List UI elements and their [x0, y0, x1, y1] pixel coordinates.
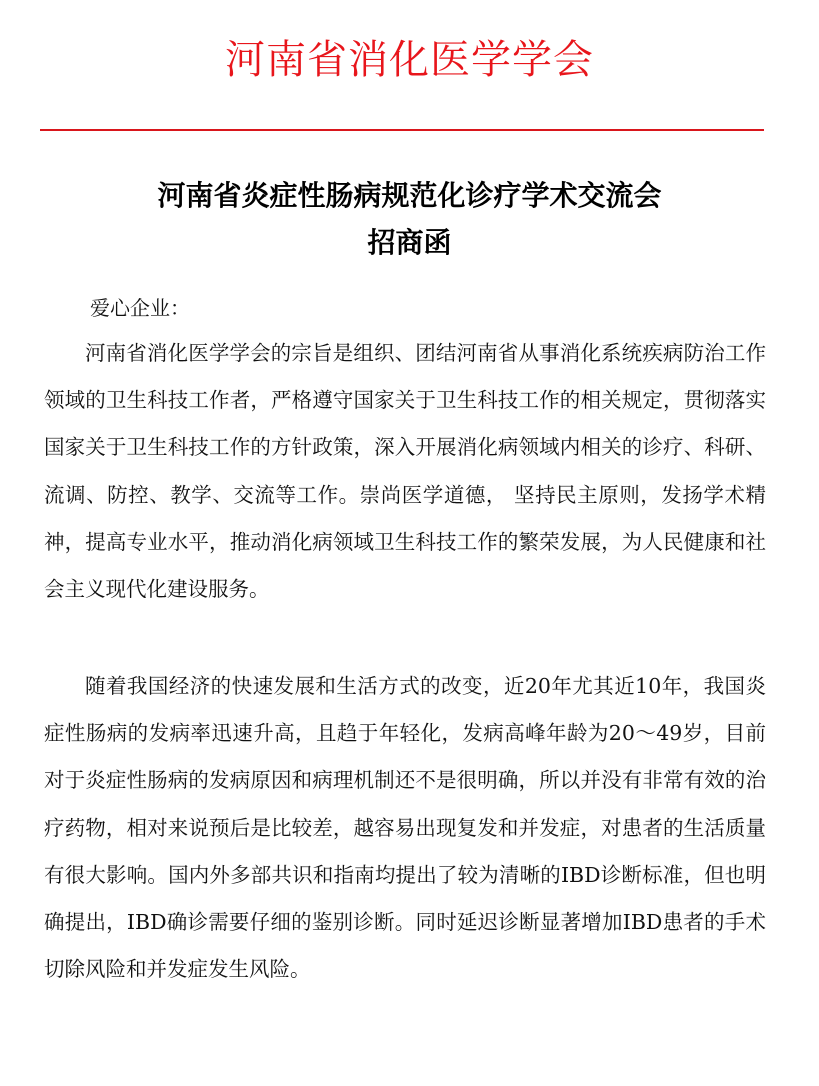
- body-paragraph-mission: 河南省消化医学学会的宗旨是组织、团结河南省从事消化系统疾病防治工作领域的卫生科技工作者，严格遵守国家关于卫生科技工作的相关规定，贯彻落实国家关于卫生科技工作的方针政策，深入开展消化病领域内相关的诊疗、科研、流调、防控、教学、交流等工作。崇尚医学道德， 坚持民主原则，发扬学术精神，提高专业水平，推动消化病领域卫生科技工作的繁荣发展，为人民健康和社会主义现代化建设服务。: [44, 341, 766, 602]
- organization-header: 河南省消化医学学会: [225, 37, 594, 83]
- document-subtitle: 招商函: [367, 226, 452, 259]
- document-title: 河南省炎症性肠病规范化诊疗学术交流会: [157, 179, 662, 212]
- header-divider: [40, 129, 764, 131]
- salutation: 爱心企业：: [90, 296, 190, 320]
- body-paragraph-background: 随着我国经济的快速发展和生活方式的改变，近20年尤其近10年，我国炎症性肠病的发病率迅速升高，且趋于年轻化，发病高峰年龄为20～49岁，目前对于炎症性肠病的发病原因和病理机制还不是很明确，所以并没有非常有效的治疗药物，相对来说预后是比较差，越容易出现复发和并发症，对患者的生活质量有很大影响。国内外多部共识和指南均提出了较为清晰的IBD诊断标准，但也明确提出，IBD确诊需要仔细的鉴别诊断。同时延迟诊断显著增加IBD患者的手术切除风险和并发症发生风险。: [44, 674, 766, 982]
